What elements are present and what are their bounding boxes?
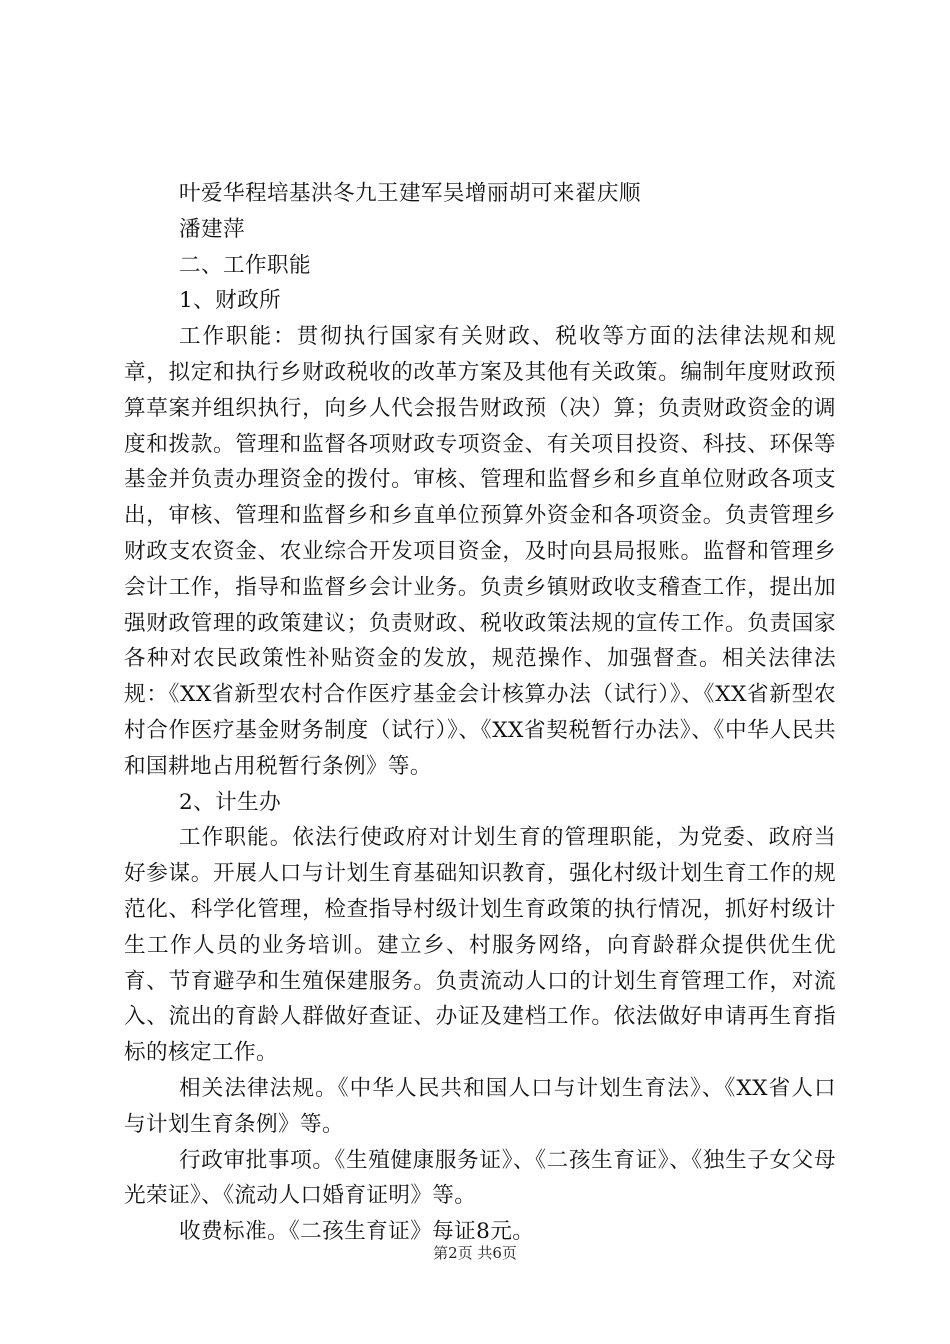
sub2-laws: 相关法律法规。《中华人民共和国人口与计划生育法》、《XX省人口与计划生育条例》等。	[124, 1075, 836, 1137]
sub2-fees: 收费标准。《二孩生育证》每证8元。	[179, 1219, 535, 1245]
page-footer: 第2页 共6页	[433, 1244, 517, 1262]
names-line-1: 叶爱华程培基洪冬九王建军吴增丽胡可来翟庆顺	[179, 181, 641, 206]
names-line-2: 潘建萍	[179, 216, 245, 242]
sub2-approvals: 行政审批事项。《生殖健康服务证》、《二孩生育证》、《独生子女父母光荣证》、《流动人口婚育证明》等。	[124, 1147, 836, 1209]
sub2-heading: 2、计生办	[179, 789, 282, 815]
sub1-heading: 1、财政所	[179, 288, 282, 314]
document-body	[124, 176, 836, 1250]
sub1-body: 工作职能：贯彻执行国家有关财政、税收等方面的法律法规和规章，拟定和执行乡财政税收的改革方案及其他有关政策。编制年度财政预算草案并组织执行，向乡人代会报告财政预（决）算；负责财政资金的调度和拨款。管理和监督各项财政专项资金、有关项目投资、科技、环保等基金并负责办理资金的拨付。审核、管理和监督乡和乡直单位财政各项支出，审核、管理和监督乡和乡直单位预算外资金和各项资金。负责管理乡财政支农资金、农业综合开发项目资金，及时向县局报账。监督和管理乡会计工作，指导和监督乡会计业务。负责乡镇财政收支稽查工作，提出加强财政管理的政策建议；负责财政、税收政策法规的宣传工作。负责国家各种对农民政策性补贴资金的发放，规范操作、加强督查。相关法律法规：《XX省新型农村合作医疗基金会计核算办法（试行）》、《XX省新型农村合作医疗基金财务制度（试行）》、《XX省契税暂行办法》、《中华人民共和国耕地占用税暂行条例》等。	[124, 324, 836, 779]
sub2-body: 工作职能。依法行使政府对计划生育的管理职能，为党委、政府当好参谋。开展人口与计划生育基础知识教育，强化村级计划生育工作的规范化、科学化管理，检查指导村级计划生育政策的执行情况，抓好村级计生工作人员的业务培训。建立乡、村服务网络，向育龄群众提供优生优育、节育避孕和生殖保建服务。负责流动人口的计划生育管理工作，对流入、流出的育龄人群做好查证、办证及建档工作。依法做好申请再生育指标的核定工作。	[124, 825, 836, 1066]
section-heading: 二、工作职能	[179, 252, 311, 278]
